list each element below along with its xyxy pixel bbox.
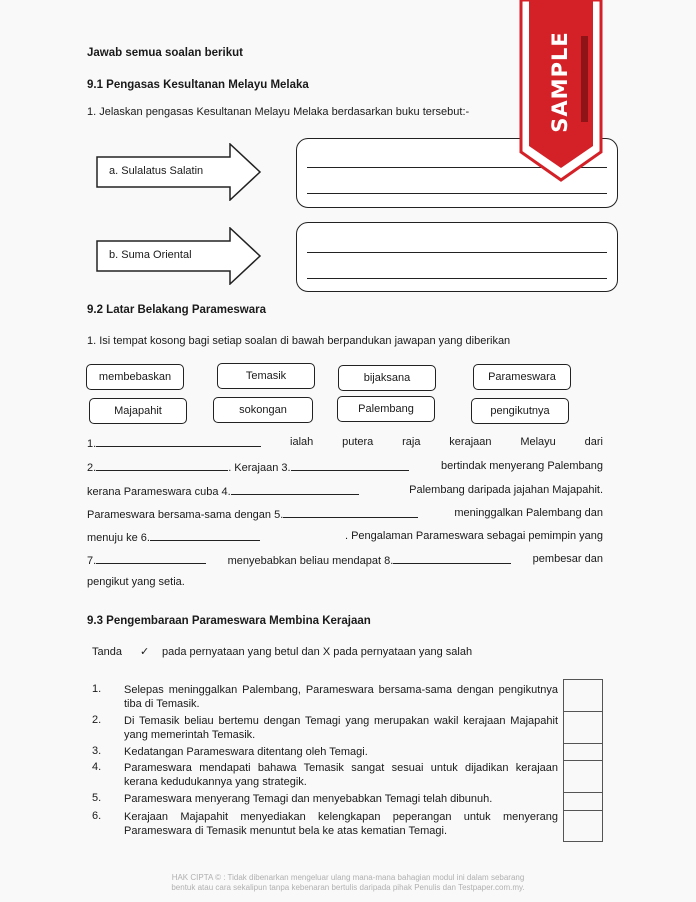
word-box: Parameswara: [473, 364, 571, 390]
word-box: Palembang: [337, 396, 435, 422]
answer-cell-5[interactable]: [564, 793, 602, 811]
word-box: Majapahit: [89, 398, 187, 424]
word-box: pengikutnya: [471, 398, 569, 424]
arrow-sulalatus-salatin: [96, 143, 262, 201]
statement-number: 6.: [92, 810, 102, 822]
statement-number: 5.: [92, 792, 102, 804]
page-instruction: Jawab semua soalan berikut: [87, 47, 243, 59]
copyright-line-2: bentuk atau cara sekalipun tanpa kebenaran bertulis daripada pihak Penulis dan Testpaper.com.my.: [171, 883, 525, 892]
statement-4: Parameswara mendapati bahawa Temasik sangat sesuai untuk dijadikan kerajaan kerana kedudukannya yang strategik.: [124, 762, 558, 788]
arrow-label: a. Sulalatus Salatin: [109, 165, 204, 177]
passage-line-4: Parameswara bersama-sama dengan 5. meninggalkan Palembang dan: [87, 507, 603, 521]
section-9-3-title: 9.3 Pengembaraan Parameswara Membina Kerajaan: [87, 615, 371, 627]
passage-line-1: 1. ialah putera raja kerajaan Melayu dari: [87, 436, 603, 450]
statement-number: 2.: [92, 714, 102, 726]
arrow-label: b. Suma Oriental: [109, 249, 192, 261]
word-box: sokongan: [213, 397, 313, 423]
answer-cell-3[interactable]: [564, 744, 602, 761]
section-9-2-question: 1. Isi tempat kosong bagi setiap soalan di bawah berpandukan jawapan yang diberikan: [87, 335, 511, 347]
passage-line-6: 7. menyebabkan beliau mendapat 8. pembesar dan: [87, 553, 603, 567]
statement-1: Selepas meninggalkan Palembang, Parameswara bersama-sama dengan pengikutnya tiba di Temasik.: [124, 684, 558, 710]
sample-watermark: SAMPLE: [548, 31, 572, 133]
passage-line-2: 2. . Kerajaan 3. bertindak menyerang Palembang: [87, 460, 603, 474]
passage-line-3: kerana Parameswara cuba 4. Palembang daripada jajahan Majapahit.: [87, 484, 603, 498]
answer-grid: [563, 679, 603, 842]
instruction-prefix: Tanda: [92, 646, 122, 658]
statement-6: Kerajaan Majapahit menyediakan kelengkapan peperangan untuk menyerang Parameswara di Temasik menuntut bela ke atas kematian Temagi.: [124, 811, 558, 837]
statement-number: 1.: [92, 683, 102, 695]
word-box: membebaskan: [86, 364, 184, 390]
sample-ribbon: [519, 0, 603, 182]
passage-line-7: pengikut yang setia.: [87, 576, 185, 588]
arrow-suma-oriental: [96, 227, 262, 285]
answer-box-b[interactable]: [296, 222, 618, 292]
section-9-2-title: 9.2 Latar Belakang Parameswara: [87, 304, 266, 316]
answer-cell-4[interactable]: [564, 761, 602, 793]
instruction-suffix: pada pernyataan yang betul dan X pada pernyataan yang salah: [162, 646, 473, 658]
statement-3: Kedatangan Parameswara ditentang oleh Temagi.: [124, 746, 368, 758]
statement-5: Parameswara menyerang Temagi dan menyebabkan Temagi telah dibunuh.: [124, 793, 493, 805]
word-box: bijaksana: [338, 365, 436, 391]
checkmark-icon: ✓: [140, 645, 150, 658]
statement-2: Di Temasik beliau bertemu dengan Temagi yang merupakan wakil kerajaan Majapahit yang memerintah Temasik.: [124, 715, 558, 741]
answer-cell-1[interactable]: [564, 680, 602, 712]
copyright-line-1: HAK CIPTA © : Tidak dibenarkan mengeluar ulang mana-mana bahagian modul ini dalam sebarang: [171, 873, 525, 882]
statement-number: 3.: [92, 745, 102, 757]
section-9-1-title: 9.1 Pengasas Kesultanan Melayu Melaka: [87, 79, 309, 91]
answer-cell-6[interactable]: [564, 811, 602, 841]
passage-line-5: menuju ke 6. . Pengalaman Parameswara sebagai pemimpin yang: [87, 530, 603, 544]
statement-number: 4.: [92, 761, 102, 773]
word-box: Temasik: [217, 363, 315, 389]
answer-cell-2[interactable]: [564, 712, 602, 744]
section-9-1-question: 1. Jelaskan pengasas Kesultanan Melayu Melaka berdasarkan buku tersebut:-: [87, 106, 470, 118]
